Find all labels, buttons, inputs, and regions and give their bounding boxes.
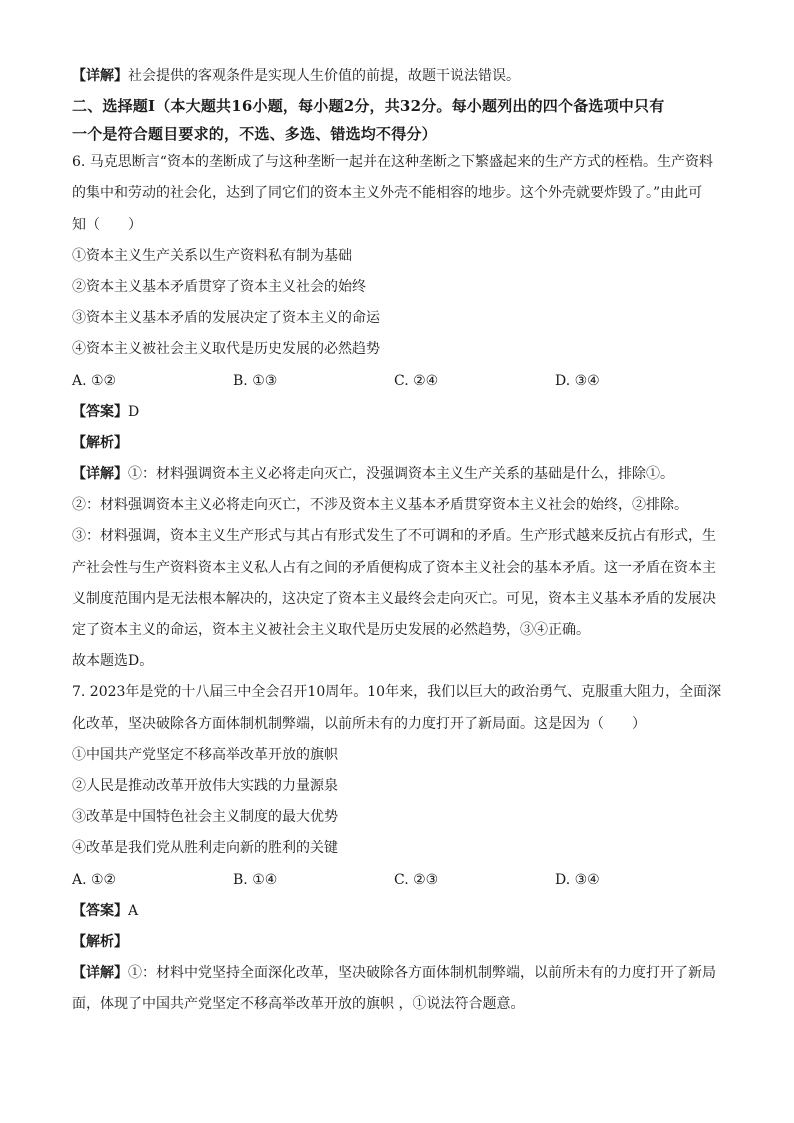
question-6-stem-1: 6. 马克思断言“资本的垄断成了与这种垄断一起并在这种垄断之下繁盛起来的生产方式的桎梏。生产资料 — [72, 154, 713, 171]
choice-d: D. ③④ — [555, 871, 600, 888]
question-6-explain-6: 定了资本主义的命运，资本主义被社会主义取代是历史发展的必然趋势，③④正确。 — [72, 622, 590, 638]
answer-value: A — [128, 902, 139, 919]
answer-value: D — [128, 403, 140, 420]
choice-a: A. ①② — [72, 871, 117, 888]
question-6-explain-1 — [72, 460, 722, 491]
choice-c: C. ②③ — [394, 871, 439, 888]
section-heading-line-1: 二、选择题Ⅰ（本大题共16小题，每小题2分，共32分。每小题列出的四个备选项中只有 — [72, 97, 665, 116]
choice-b: B. ①④ — [233, 871, 278, 888]
question-7-explain-2: 面，体现了中国共产党坚定不移高举改革开放的旗帜 ，①说法符合题意。 — [72, 996, 525, 1013]
question-7-explain-1 — [72, 959, 722, 990]
question-6-analysis — [72, 429, 722, 460]
analysis-label: 【解析】 — [72, 933, 128, 950]
question-7-statement-1: ①中国共产党坚定不移高举改革开放的旗帜 — [72, 746, 338, 763]
answer-label: 【答案】 — [72, 403, 128, 420]
question-7-statement-3: ③改革是中国特色社会主义制度的最大优势 — [72, 809, 338, 826]
document-page — [72, 62, 722, 1021]
question-6-explain-2: ②：材料强调资本主义必将走向灭亡，不涉及资本主义基本矛盾贯穿资本主义社会的始终，②排除。 — [72, 497, 688, 514]
question-6-explain-4: 产社会性与生产资料资本主义私人占有之间的矛盾便构成了资本主义社会的基本矛盾。这一矛盾在资本主 — [72, 559, 716, 576]
question-6-explain-3: ③：材料强调，资本主义生产形式与其占有形式发生了不可调和的矛盾。生产形式越来反抗占有形式，生 — [72, 528, 716, 545]
answer-label: 【答案】 — [72, 902, 128, 919]
question-7-answer — [72, 897, 722, 928]
question-7-statement-2: ②人民是推动改革开放伟大实践的力量源泉 — [72, 777, 338, 794]
choice-a: A. ①② — [72, 372, 117, 389]
question-7-choices — [72, 866, 722, 897]
question-6-conclusion: 故本题选D。 — [72, 653, 154, 670]
section-heading-line-2: 一个是符合题目要求的，不选、多选、错选均不得分） — [72, 124, 437, 143]
explain-label: 【详解】 — [72, 68, 128, 84]
question-7-stem-1: 7. 2023年是党的十八届三中全会召开10周年。10年来，我们以巨大的政治勇气、克服重大阻力，全面深 — [72, 684, 722, 701]
question-6-stem-2: 的集中和劳动的社会化，达到了同它们的资本主义外壳不能相容的地步。这个外壳就要炸毁了。”由此可 — [72, 185, 703, 202]
explain-label: 【详解】 — [72, 466, 128, 483]
question-6-statement-1: ①资本主义生产关系以生产资料私有制为基础 — [72, 247, 352, 264]
choice-b: B. ①③ — [233, 372, 278, 389]
explain-label: 【详解】 — [72, 965, 128, 982]
question-6-explain-5: 义制度范围内是无法根本解决的，这决定了资本主义最终会走向灭亡。可见，资本主义基本矛盾的发展决 — [72, 590, 716, 607]
explain-text: ①：材料中党坚持全面深化改革，坚决破除各方面体制机制弊端，以前所未有的力度打开了新局 — [128, 965, 716, 982]
question-7-stem-2: 化改革，坚决破除各方面体制机制弊端，以前所未有的力度打开了新局面。这是因为（ ） — [72, 715, 646, 732]
explain-line-1 — [72, 62, 722, 93]
explain-text: ①：材料强调资本主义必将走向灭亡，没强调资本主义生产关系的基础是什么，排除①。 — [128, 466, 674, 483]
question-6-choices — [72, 367, 722, 398]
question-6-answer — [72, 398, 722, 429]
question-7-analysis — [72, 928, 722, 959]
question-6-statement-4: ④资本主义被社会主义取代是历史发展的必然趋势 — [72, 341, 380, 358]
choice-c: C. ②④ — [394, 372, 439, 389]
question-6-statement-3: ③资本主义基本矛盾的发展决定了资本主义的命运 — [72, 310, 380, 327]
question-7-statement-4: ④改革是我们党从胜利走向新的胜利的关键 — [72, 840, 338, 857]
explain-text: 社会提供的客观条件是实现人生价值的前提，故题干说法错误。 — [128, 68, 520, 84]
question-6-statement-2: ②资本主义基本矛盾贯穿了资本主义社会的始终 — [72, 278, 366, 295]
question-6-stem-3: 知（ ） — [72, 216, 142, 233]
choice-d: D. ③④ — [555, 372, 600, 389]
analysis-label: 【解析】 — [72, 434, 128, 451]
